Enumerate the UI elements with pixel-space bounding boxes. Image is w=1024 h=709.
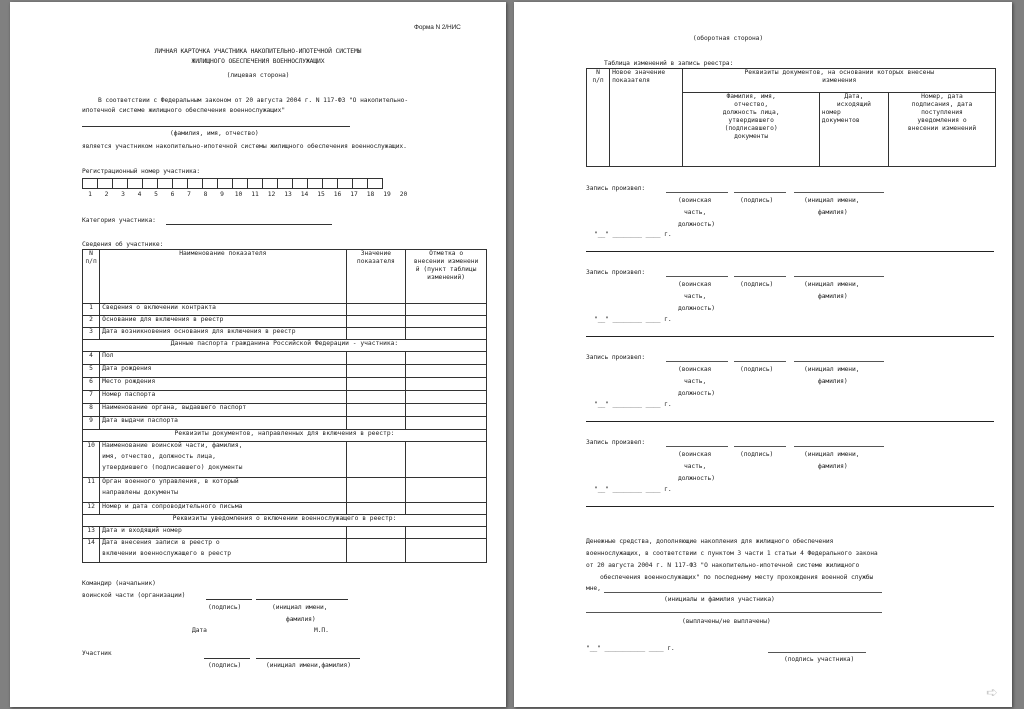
entry-initials-line [794,361,884,362]
reg-number-digit: 12 [267,191,276,198]
header-number: N п/п [83,250,100,304]
reg-number-digit: 8 [203,191,208,198]
entry-separator [586,251,994,252]
entry-rank-line [666,276,728,277]
table-row-number: 7 [83,391,100,404]
document-page-front [10,2,506,707]
form-title-line-2: ЖИЛИЩНОГО ОБЕСПЕЧЕНИЯ ВОЕННОСЛУЖАЩИХ [191,58,325,65]
form-title-line-1: ЛИЧНАЯ КАРТОЧКА УЧАСТНИКА НАКОПИТЕЛЬНО-ИПОТЕЧНОЙ СИСТЕМЫ [154,48,362,55]
header-value: Значение показателя [346,250,406,304]
table-row-label: Основание для включения в реестр [100,316,346,328]
stamp-label: М.П. [314,627,329,634]
entry-initials-caption-2: фамилия) [818,209,848,216]
header-name: Наименование показателя [100,250,346,304]
participant-info-table [82,249,487,563]
entry-sign-line [734,276,786,277]
table-row-number: 10 [83,442,100,478]
entry-sign-line [734,361,786,362]
entry-separator [586,421,994,422]
info-label: Сведения об участнике: [82,241,164,248]
fio-line [82,126,350,127]
intro-line-2: ипотечной системе жилищного обеспечения военнослужащих" [82,107,286,114]
table-row-label: Наименование органа, выдавшего паспорт [100,404,346,417]
table-row-number: 13 [83,527,100,539]
changes-header-number: N п/п [587,69,610,167]
table-row-label: Дата выдачи паспорта [100,417,346,430]
entry-sign-caption: (подпись) [740,197,774,204]
entry-sign-caption: (подпись) [740,366,774,373]
participant-sign-caption: (подпись участника) [784,656,855,663]
changes-header-notice: Номер, дата подписания, дата поступления уведомления о внесении изменений [889,93,996,167]
category-label: Категория участника: [82,217,156,224]
changes-header-newvalue: Новое значение показателя [610,69,683,167]
entry-rank-caption-1: (воинская [678,451,712,458]
entry-initials-line [794,446,884,447]
entry-rank-caption-2: часть, [684,293,707,300]
entry-sign-line [734,446,786,447]
table-row-label: Дата внесения записи в реестр о включении военнослужащего в реестр [100,539,346,563]
reg-number-label: Регистрационный номер участника: [82,168,201,175]
entry-label: Запись произвел: [586,354,646,361]
table-row-label: Место рождения [100,378,346,391]
entry-date: "__" ________ ____ г. [594,401,672,408]
table-row-label: Номер и дата сопроводительного письма [100,503,346,515]
participant-label: Участник [82,650,112,657]
form-number: Форма N 2/НИС [414,24,461,31]
funds-line-3: от 20 августа 2004 г. N 117-ФЗ "О накопительно-ипотечной системе жилищного [586,562,860,569]
entry-initials-caption-1: (инициал имени, [804,366,860,373]
header-mark: Отметка о внесении изменени й (пункт таблицы изменений) [406,250,487,304]
funds-paid-caption: (выплачены/не выплачены) [682,618,771,625]
reg-number-digit: 7 [187,191,191,198]
table-row-number: 11 [83,478,100,503]
entry-date: "__" ________ ____ г. [594,231,672,238]
table-row-label: Сведения о включении контракта [100,304,346,316]
table-row-label: Дата и входящий номер [100,527,346,539]
entry-date: "__" ________ ____ г. [594,486,672,493]
reg-number-digit: 18 [366,191,375,198]
entry-rank-line [666,361,728,362]
bottom-date: "__" ___________ ____ г. [586,645,675,652]
reg-number-digit: 4 [137,191,142,198]
entry-initials-line [794,276,884,277]
reg-number-boxes [82,178,383,189]
entry-initials-caption-2: фамилия) [818,463,848,470]
fio-caption: (фамилия, имя, отчество) [170,130,259,137]
table-row-label: Пол [100,352,346,365]
funds-line-2: военнослужащих, в соответствии с пунктом 3 части 1 статьи 4 Федерального закона [586,550,878,557]
entry-rank-caption-1: (воинская [678,281,712,288]
entry-initials-line [794,192,884,193]
participant-sign-line [768,652,866,653]
table-row-number: 1 [83,304,100,316]
table-row-number: 5 [83,365,100,378]
funds-line-5: мне, [586,585,601,592]
entry-label: Запись произвел: [586,185,646,192]
reg-number-digit: 20 [399,191,408,198]
reg-number-digit: 17 [350,191,358,198]
table-row-label: Дата рождения [100,365,346,378]
entry-rank-line [666,192,728,193]
changes-header-date: Дата, исходящий номер документов [819,93,888,167]
table-row-number: 3 [83,328,100,340]
changes-header-requisites: Реквизиты документов, на основании которых внесены изменения [683,69,996,93]
document-page-back [514,2,1012,707]
entry-sign-caption: (подпись) [740,281,774,288]
commander-label-1: Командир (начальник) [82,580,156,587]
entry-rank-caption-3: должность) [678,390,715,397]
entry-sign-caption: (подпись) [740,451,774,458]
participant-initials-line [256,658,360,659]
entry-initials-caption-1: (инициал имени, [804,197,860,204]
table-row-label: Дата возникновения основания для включения в реестр [100,328,346,340]
table-row-label: Наименование воинской части, фамилия, имя, отчество, должность лица, утвердившего (подписавшего) документы [100,442,346,478]
table-row-label: Номер паспорта [100,391,346,404]
commander-initials-line [256,599,348,600]
table-row-number: 9 [83,417,100,430]
reg-number-digit: 2 [104,191,109,198]
table-row-number: 6 [83,378,100,391]
entry-rank-caption-1: (воинская [678,197,712,204]
intro-line-1: В соответствии с Федеральным законом от 20 августа 2004 г. N 117-ФЗ "О накопительно- [98,97,409,104]
entry-rank-caption-3: должность) [678,305,715,312]
reg-number-digit: 3 [121,191,125,198]
table-row-number: 14 [83,539,100,563]
form-subtitle: (лицевая сторона) [226,72,290,79]
reg-number-digit: 15 [317,191,325,198]
section-passport: Данные паспорта гражданина Российской Федерации - участника: [83,340,487,352]
entry-label: Запись произвел: [586,439,646,446]
entry-rank-caption-2: часть, [684,209,707,216]
date-label: Дата [192,627,207,634]
participant-sign-caption: (подпись) [208,662,242,669]
reg-number-digit: 10 [234,191,243,198]
entry-separator [586,336,994,337]
entry-sign-line [734,192,786,193]
entry-rank-caption-3: должность) [678,221,715,228]
entry-initials-caption-2: фамилия) [818,378,848,385]
entry-initials-caption-2: фамилия) [818,293,848,300]
next-page-arrow-icon[interactable]: ➪ [986,685,998,701]
reg-number-digit: 13 [284,191,292,198]
changes-header-person: Фамилия, имя, отчество, должность лица, утвердившего (подписавшего) документы [683,93,819,167]
changes-table-title: Таблица изменений в запись реестра: [604,60,734,67]
funds-paid-line [586,612,882,613]
entry-rank-caption-1: (воинская [678,366,712,373]
reg-number-digit: 16 [333,191,342,198]
entry-initials-caption-1: (инициал имени, [804,451,860,458]
entry-rank-caption-2: часть, [684,378,707,385]
table-row-number: 2 [83,316,100,328]
funds-name-line [604,592,882,593]
funds-initials-caption: (инициалы и фамилия участника) [664,596,775,603]
participant-statement: является участником накопительно-ипотечной системы жилищного обеспечения военнослужащих. [82,143,407,150]
participant-sign-line [204,658,250,659]
reg-number-digit: 6 [170,191,175,198]
commander-initials-caption-2: фамилия) [286,616,316,623]
entry-rank-caption-2: часть, [684,463,707,470]
commander-sign-caption: (подпись) [208,604,242,611]
reg-number-digit: 11 [251,191,259,198]
reg-number-digit: 9 [220,191,224,198]
commander-label-2: воинской части (организации) [82,592,186,599]
entry-rank-line [666,446,728,447]
table-row-number: 8 [83,404,100,417]
section-docs: Реквизиты документов, направленных для включения в реестр: [83,430,487,442]
table-row-label: Орган военного управления, в который направлены документы [100,478,346,503]
commander-initials-caption-1: (инициал имени, [272,604,328,611]
entry-initials-caption-1: (инициал имени, [804,281,860,288]
funds-line-4: обеспечения военнослужащих" по последнему месту прохождения военной службы [600,574,874,581]
section-notice: Реквизиты уведомления о включении военнослужащего в реестр: [83,515,487,527]
entry-date: "__" ________ ____ г. [594,316,672,323]
changes-table [586,68,996,167]
entry-separator [586,506,994,507]
reg-number-digit: 5 [154,191,158,198]
table-row-number: 4 [83,352,100,365]
table-row-number: 12 [83,503,100,515]
back-title: (оборотная сторона) [692,35,764,42]
entry-label: Запись произвел: [586,269,646,276]
reg-number-digit: 14 [300,191,309,198]
reg-number-digit: 1 [88,191,92,198]
commander-sign-line [206,599,252,600]
participant-initials-caption: (инициал имени,фамилия) [266,662,351,669]
category-line [166,224,332,225]
entry-rank-caption-3: должность) [678,475,715,482]
funds-line-1: Денежные средства, дополняющие накопления для жилищного обеспечения [586,538,834,545]
reg-number-digit: 19 [383,191,391,198]
